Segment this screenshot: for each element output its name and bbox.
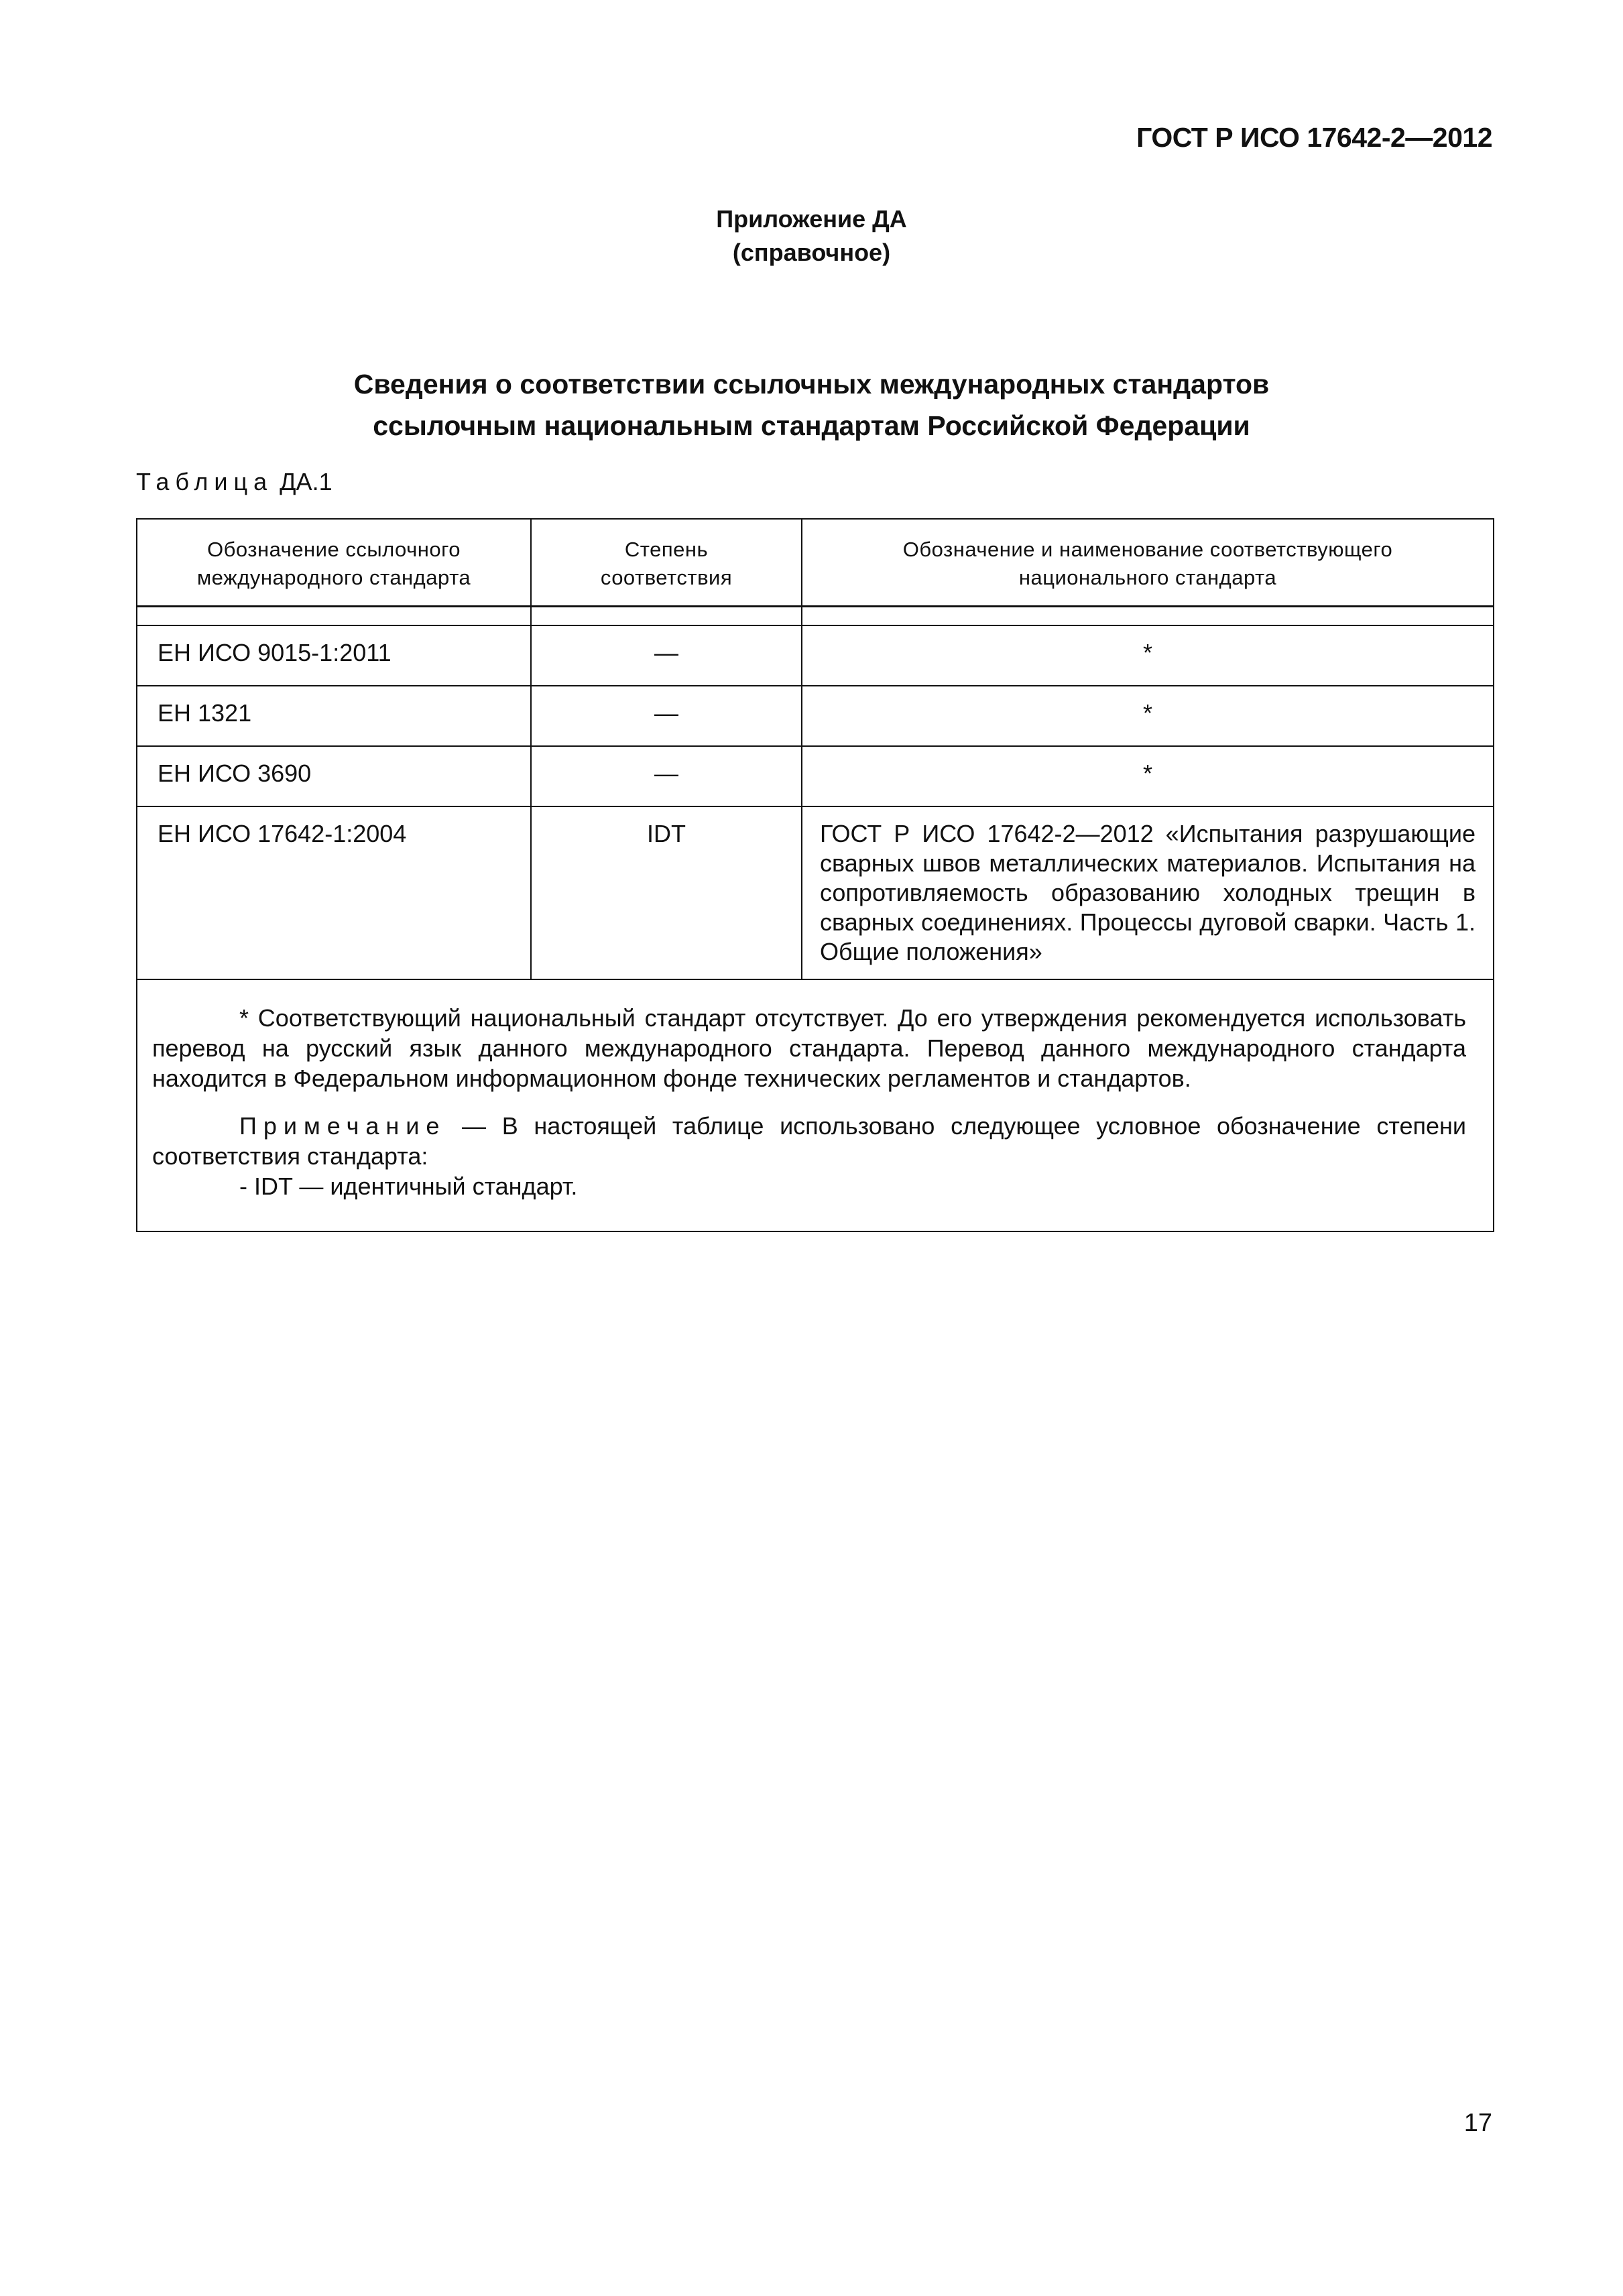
table-footer-row: [137, 979, 1494, 1231]
table-row: [137, 806, 1494, 979]
footnote-text: * Соответствующий национальный стандарт отсутствует. До его утверждения рекомендуется использовать перевод на русский язык данного международного стандарта. Перевод данного международного стандарта находится в Федеральном информационном фонде технических регламентов и стандартов.: [152, 1004, 1466, 1092]
table-caption-number: ДА.1: [280, 468, 333, 495]
appendix-subtitle: (справочное): [732, 239, 891, 266]
table-row: [137, 625, 1494, 686]
appendix-heading: [0, 202, 1623, 269]
header-international-standard: Обозначение ссылочного международного стандарта: [137, 519, 531, 607]
cell-degree: —: [531, 686, 802, 746]
table-header-row: [137, 519, 1494, 607]
note-paragraph: [152, 1111, 1466, 1171]
table-footnotes: [137, 979, 1494, 1231]
section-title: [0, 363, 1623, 446]
table-caption-label: Таблица: [136, 468, 274, 495]
section-title-line-2: ссылочным национальным стандартам Российской Федерации: [373, 410, 1250, 441]
document-code: ГОСТ Р ИСО 17642-2—2012: [1136, 122, 1492, 153]
header-degree-of-correspondence: Степень соответствия: [531, 519, 802, 607]
header-national-standard: Обозначение и наименование соответствующего национального стандарта: [802, 519, 1494, 607]
section-title-line-1: Сведения о соответствии ссылочных международных стандартов: [353, 369, 1270, 400]
cell-national-standard: *: [802, 625, 1494, 686]
appendix-title: Приложение ДА: [716, 205, 907, 233]
cell-international-standard: ЕН 1321: [137, 686, 531, 746]
cell-national-standard: *: [802, 686, 1494, 746]
standards-correspondence-table: [136, 518, 1494, 1232]
cell-national-standard: ГОСТ Р ИСО 17642-2—2012 «Испытания разрушающие сварных швов металлических материалов. Испытания на сопротивляемость образованию холодных трещин в сварных соединениях. Процессы дуговой сварки. Часть 1. Общие положения»: [802, 806, 1494, 979]
note-text: — В настоящей таблице использовано следующее условное обозначение степени соответствия стандарта:: [152, 1112, 1466, 1170]
cell-international-standard: ЕН ИСО 9015-1:2011: [137, 625, 531, 686]
table-row: [137, 746, 1494, 806]
table-row: [137, 686, 1494, 746]
cell-international-standard: ЕН ИСО 3690: [137, 746, 531, 806]
table-caption: [136, 468, 333, 496]
cell-international-standard: ЕН ИСО 17642-1:2004: [137, 806, 531, 979]
cell-national-standard: *: [802, 746, 1494, 806]
page-number: 17: [1463, 2109, 1492, 2137]
cell-degree: —: [531, 625, 802, 686]
cell-degree: —: [531, 746, 802, 806]
note-item: - IDT — идентичный стандарт.: [239, 1172, 578, 1200]
header-separator-row: [137, 607, 1494, 626]
cell-degree: IDT: [531, 806, 802, 979]
note-label: Примечание: [239, 1112, 446, 1140]
